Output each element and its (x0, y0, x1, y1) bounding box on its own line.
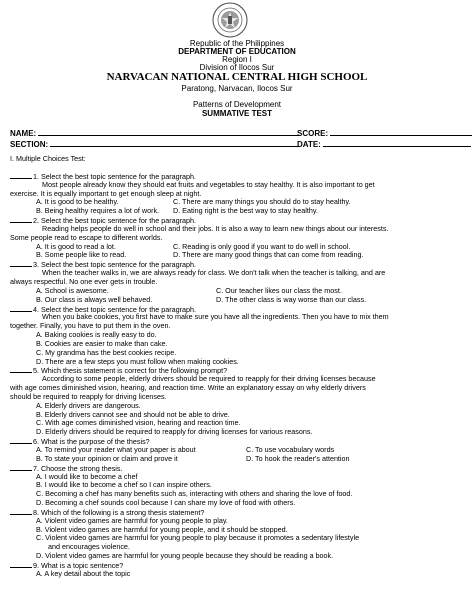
q6-option-c: C. To use vocabulary words (246, 445, 335, 454)
q3-option-c: C. Our teacher likes our class the most. (216, 285, 342, 295)
q3-option-d: D. The other class is way worse than our class. (216, 294, 367, 304)
q8-option-d: D. Violent video games are harmful for young people because they should be reading a book. (36, 551, 334, 561)
question-9: 9. What is a topic sentence? (10, 561, 465, 570)
school-address: Paratong, Narvacan, Ilocos Sur (181, 84, 293, 93)
q4-option-a: A. Baking cookies is really easy to do. (36, 330, 157, 340)
q4-option-b: B. Cookies are easier to make than cake. (36, 338, 168, 348)
q7-option-a: A. I would like to become a chef (36, 471, 138, 481)
answer-blank (10, 561, 32, 568)
section-line (50, 139, 298, 147)
score-line (330, 128, 472, 136)
q5-option-c: C. With age comes diminished vision, hearing and reaction time. (36, 418, 241, 428)
instructions: I. Multiple Choices Test: (10, 154, 86, 163)
q8-option-c: C. Violent video games are harmful for young people to play because it promotes a sedentary lifestyle (36, 533, 360, 543)
q7-option-d: D. Becoming a chef sounds cool because I can share my love of food with others. (36, 498, 296, 508)
q5-option-b: B. Elderly drivers cannot see and should not be able to drive. (36, 409, 230, 419)
section-label: SECTION: (10, 140, 49, 149)
q2-option-b: B. Some people like to read. (36, 250, 127, 260)
region-line: Region I (222, 55, 252, 64)
section-field (10, 139, 298, 149)
q1-option-d: D. Eating right is the best way to stay healthy. (173, 206, 318, 216)
question-8: 8. Which of the following is a strong thesis statement? (10, 508, 465, 517)
score-label: SCORE: (297, 129, 329, 138)
score-field (297, 128, 472, 138)
department-line: DEPARTMENT OF EDUCATION (178, 47, 296, 56)
q8-option-b: B. Violent video games are harmful for young people, and it should be stopped. (36, 524, 288, 534)
q1-option-a: A. It is good to be healthy. (36, 197, 119, 207)
republic-line: Republic of the Philippines (189, 39, 285, 48)
answer-blank (10, 366, 32, 373)
answer-blank (10, 437, 32, 444)
question-1-passage-cont: exercise. It is equally important to get enough sleep at night. (10, 188, 202, 198)
answer-blank (10, 216, 32, 223)
name-field (10, 128, 300, 138)
answer-blank (10, 305, 32, 312)
question-3-passage: When the teacher walks in, we are always ready for class. We don't talk when the teacher is talking, and are (42, 268, 386, 278)
school-name: NARVACAN NATIONAL CENTRAL HIGH SCHOOL (106, 71, 368, 83)
q3-option-b: B. Our class is always well behaved. (36, 294, 153, 304)
q5-option-d: D. Elderly drivers should be required to reapply for driving licenses for various reasons. (36, 427, 313, 437)
question-3: 3. Select the best topic sentence for the paragraph. (10, 260, 465, 269)
q6-option-b: B. To state your opinion or claim and prove it (36, 453, 178, 463)
question-4-passage: When you bake cookies, you first have to make sure you have all the ingredients. Then you have to mix them (42, 312, 389, 322)
q7-option-c: C. Becoming a chef has many benefits such as, interacting with others and sharing the love of food. (36, 489, 353, 499)
question-2-passage-cont: Some people read to escape to different worlds. (10, 232, 163, 242)
answer-blank (10, 464, 32, 471)
q2-option-c: C. Reading is only good if you want to do well in school. (173, 241, 351, 251)
answer-blank (10, 508, 32, 515)
q8-option-c-cont: and encourages violence. (48, 542, 130, 552)
name-line (38, 128, 300, 136)
question-5-passage: According to some people, elderly drivers should be required to reapply for their driving licenses because (42, 374, 376, 384)
question-2-passage: Reading helps people do well in school and their jobs. It is also a way to learn new things about our interests. (42, 223, 389, 233)
date-label: DATE: (297, 140, 321, 149)
q4-option-d: D. There are a few steps you must follow when making cookies. (36, 356, 239, 366)
question-5: 5. Which thesis statement is correct for the following prompt? (10, 366, 465, 375)
question-3-passage-cont: always respectful. No one ever gets in trouble. (10, 276, 158, 286)
question-5-passage-cont: with age comes diminished vision, hearing, and reaction time. Write an explanatory essay on why elderly drivers (10, 383, 366, 393)
question-6: 6. What is the purpose of the thesis? (10, 437, 465, 446)
q1-option-c: C. There are many things you should do to stay healthy. (173, 197, 351, 207)
deped-seal-logo (212, 2, 248, 38)
q6-option-d: D. To hook the reader's attention (246, 453, 350, 463)
subject-title: Patterns of Development (192, 100, 282, 109)
q9-option-a: A. A key detail about the topic (36, 568, 131, 578)
question-7: 7. Choose the strong thesis. (10, 464, 465, 473)
q2-option-a: A. It is good to read a lot. (36, 241, 116, 251)
q7-option-b: B. I would like to become a chef so I can inspire others. (36, 480, 212, 490)
question-4-passage-cont: together. Finally, you have to put them in the oven. (10, 321, 171, 331)
q3-option-a: A. School is awesome. (36, 285, 109, 295)
q2-option-d: D. There are many good things that can come from reading. (173, 250, 364, 260)
date-field (297, 139, 471, 149)
q1-option-b: B. Being healthy requires a lot of work. (36, 206, 160, 216)
q8-option-a: A. Violent video games are harmful for young people to play. (36, 515, 228, 525)
question-2: 2. Select the best topic sentence for the paragraph. (10, 216, 465, 225)
question-5-passage-end: should be required to reapply for driving licenses. (10, 391, 167, 401)
answer-blank (10, 260, 32, 267)
question-1-passage: Most people already know they should eat fruits and vegetables to stay healthy. It is also important to get (42, 179, 375, 189)
answer-blank (10, 172, 32, 179)
test-body (10, 155, 465, 579)
name-label: NAME: (10, 129, 37, 138)
date-line (323, 139, 471, 147)
test-title: SUMMATIVE TEST (201, 109, 273, 118)
q4-option-c: C. My grandma has the best cookies recipe. (36, 347, 177, 357)
question-4: 4. Select the best topic sentence for the paragraph. (10, 305, 465, 314)
q5-option-a: A. Elderly drivers are dangerous. (36, 400, 141, 410)
q6-option-a: A. To remind your reader what your paper is about (36, 445, 196, 454)
question-1: 1. Select the best topic sentence for the paragraph. (10, 172, 465, 181)
division-line: Division of Ilocos Sur (199, 63, 275, 72)
